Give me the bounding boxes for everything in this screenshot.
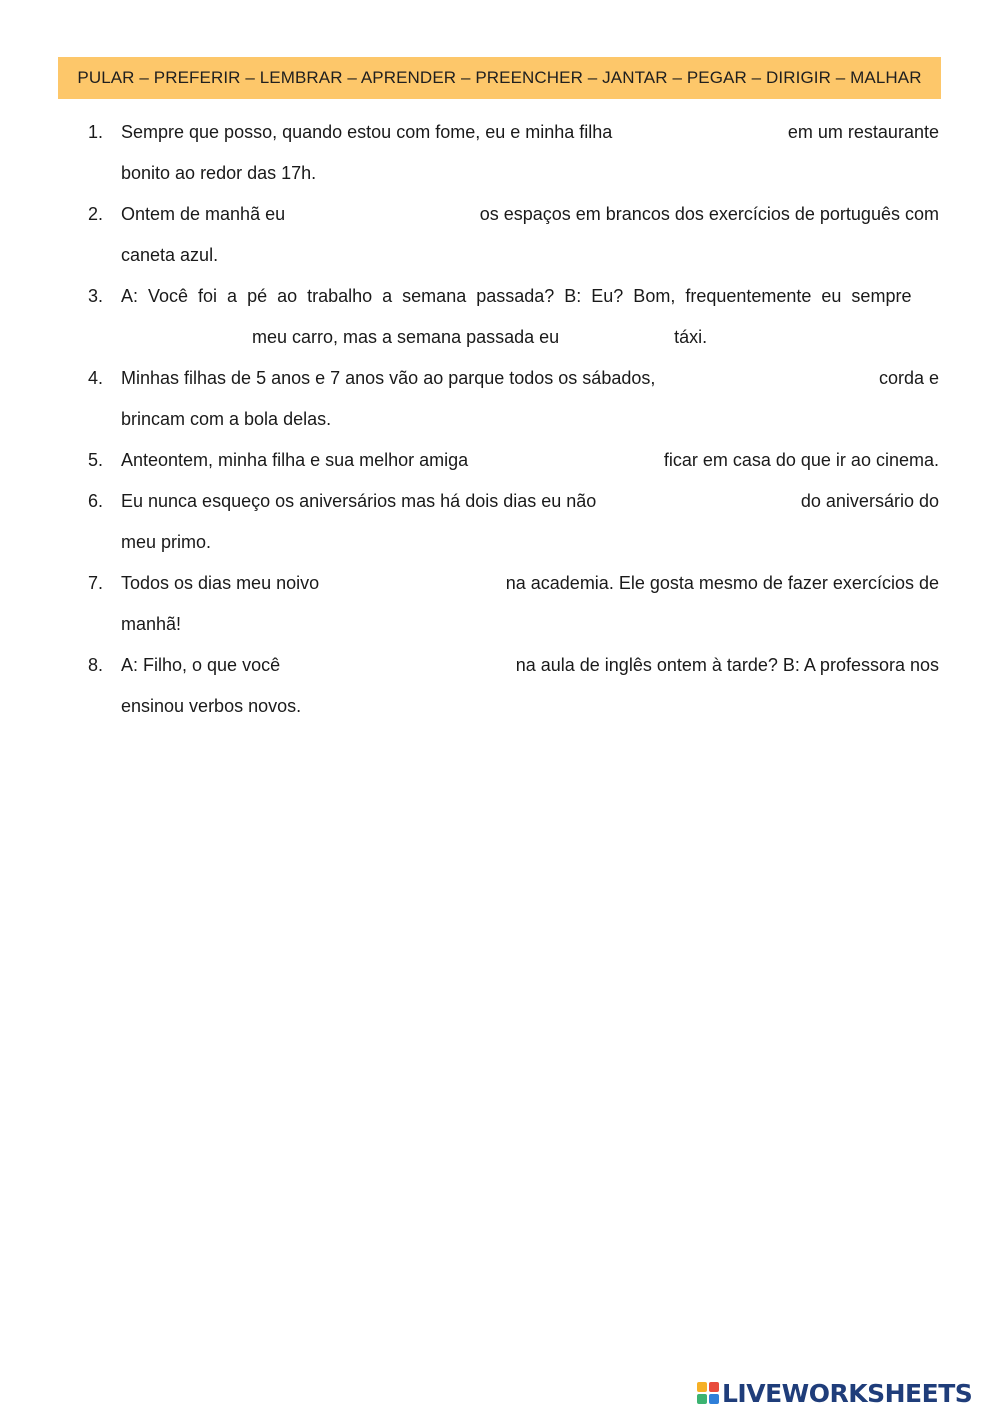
logo-square: [697, 1382, 707, 1392]
exercise-list: [88, 112, 939, 727]
item-text: brincam com a bola delas.: [121, 409, 332, 429]
exercise-item-6: [88, 481, 939, 563]
item-text: do aniversário do: [800, 491, 939, 511]
item-text: A: Filho, o que você: [121, 655, 281, 675]
item-text: bonito ao redor das 17h.: [121, 163, 317, 183]
item-number: 6.: [88, 491, 104, 511]
item-text: caneta azul.: [121, 245, 219, 265]
item-number: 7.: [88, 573, 104, 593]
item-text: ensinou verbos novos.: [121, 696, 302, 716]
item-text: meu carro, mas a semana passada eu: [252, 327, 560, 347]
exercise-item-2: [88, 194, 939, 276]
answer-blank[interactable]: [698, 358, 836, 399]
item-text: ficar em casa do que ir ao cinema.: [663, 450, 939, 470]
logo-icon: [697, 1382, 719, 1404]
item-text: Anteontem, minha filha e sua melhor amiga: [121, 450, 469, 470]
item-number: 3.: [88, 286, 104, 306]
item-text: em um restaurante: [787, 122, 939, 142]
item-text: na academia. Ele gosta mesmo de fazer exercícios de: [505, 573, 939, 593]
item-text: meu primo.: [121, 532, 212, 552]
exercise-item-8: [88, 645, 939, 727]
answer-blank[interactable]: [311, 194, 453, 235]
logo-text: LIVEWORKSHEETS: [722, 1378, 973, 1408]
item-text: Ontem de manhã eu: [121, 204, 286, 224]
exercise-item-7: [88, 563, 939, 645]
item-text: táxi.: [674, 327, 708, 347]
exercise-item-1: [88, 112, 939, 194]
liveworksheets-logo: [697, 1378, 972, 1408]
item-number: 1.: [88, 122, 104, 142]
item-number: 4.: [88, 368, 104, 388]
item-text: Todos os dias meu noivo: [121, 573, 320, 593]
word-bank: [58, 57, 941, 99]
answer-blank[interactable]: [624, 481, 774, 522]
exercise-item-3: [88, 276, 939, 358]
item-text: manhã!: [121, 614, 182, 634]
exercise-item-4: [88, 358, 939, 440]
item-text: Sempre que posso, quando estou com fome, eu e minha filha: [121, 122, 613, 142]
item-number: 5.: [88, 450, 104, 470]
answer-blank[interactable]: [314, 645, 482, 686]
item-text: A: Você foi a pé ao trabalho a semana passada? B: Eu? Bom, frequentemente eu sempre: [121, 286, 912, 306]
logo-square: [709, 1394, 719, 1404]
item-number: 2.: [88, 204, 104, 224]
answer-blank[interactable]: [645, 112, 755, 153]
logo-square: [697, 1394, 707, 1404]
item-text: os espaços em brancos dos exercícios de português com: [479, 204, 939, 224]
item-text: Eu nunca esqueço os aniversários mas há dois dias eu não: [121, 491, 597, 511]
answer-blank[interactable]: [502, 440, 630, 481]
exercise-item-5: [88, 440, 939, 481]
answer-blank[interactable]: [344, 563, 480, 604]
item-text: na aula de inglês ontem à tarde? B: A professora nos: [515, 655, 939, 675]
word-bank-text: PULAR – PREFERIR – LEMBRAR – APRENDER – PREENCHER – JANTAR – PEGAR – DIRIGIR – MALHAR: [77, 68, 922, 87]
logo-square: [709, 1382, 719, 1392]
item-text: Minhas filhas de 5 anos e 7 anos vão ao parque todos os sábados,: [121, 368, 656, 388]
item-number: 8.: [88, 655, 104, 675]
item-text: corda e: [878, 368, 939, 388]
